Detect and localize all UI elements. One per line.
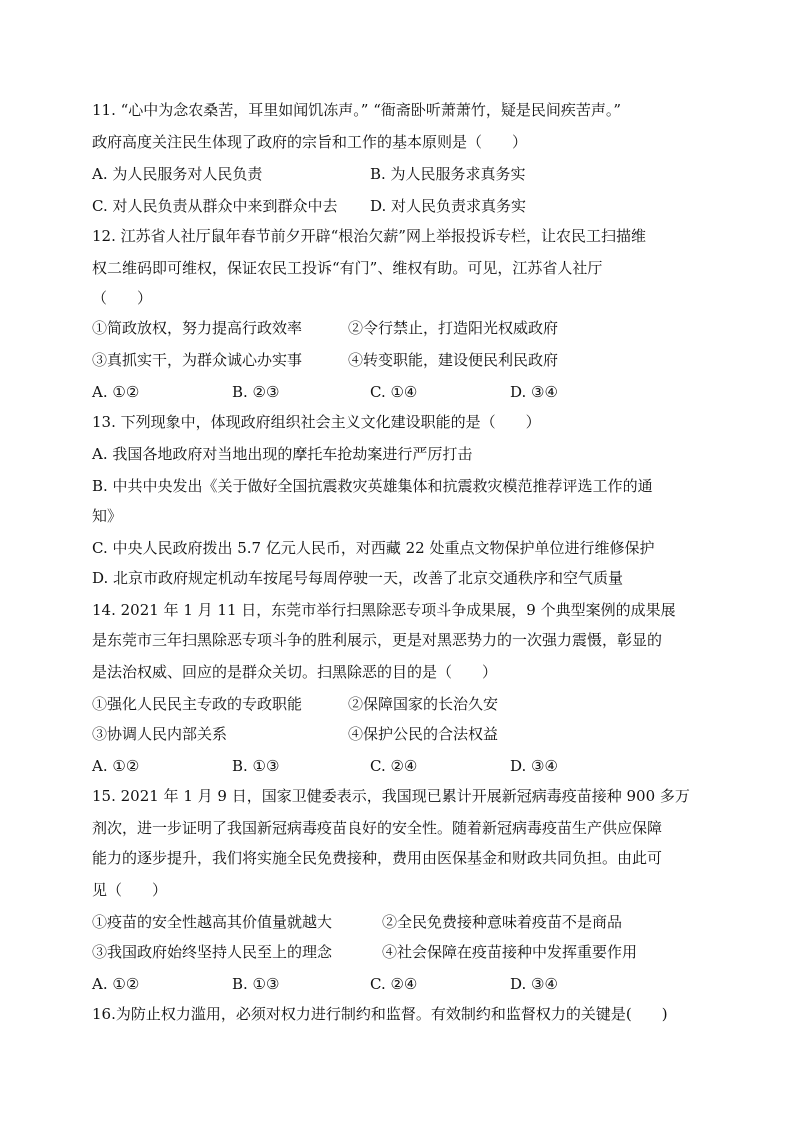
q15-stem-line-1: 15. 2021 年 1 月 9 日，国家卫健委表示，我国现已累计开展新冠病毒疫苗接种 900 多万 — [92, 787, 690, 805]
q12-option-a: A. ①② — [92, 383, 140, 401]
q14-option-a: A. ①② — [92, 757, 140, 775]
q11-option-d: D. 对人民负责求真务实 — [370, 197, 527, 215]
q15-stem-line-3: 能力的逐步提升，我们将实施全民免费接种，费用由医保基金和财政共同负担。由此可 — [92, 849, 663, 867]
q15-option-b: B. ①③ — [232, 975, 280, 993]
q13-option-d: D. 北京市政府规定机动车按尾号每周停驶一天，改善了北京交通秩序和空气质量 — [92, 569, 624, 587]
q15-stem-line-2: 剂次，进一步证明了我国新冠病毒疫苗良好的安全性。随着新冠病毒疫苗生产供应保障 — [92, 819, 663, 837]
q15-option-d: D. ③④ — [510, 975, 558, 993]
q14-item-1: ①强化人民民主专政的专政职能 — [92, 695, 303, 713]
q16-stem: 16.为防止权力滥用，必须对权力进行制约和监督。有效制约和监督权力的关键是( ) — [92, 1005, 668, 1023]
q12-stem-line-2: 权二维码即可维权，保证农民工投诉“有门”、维权有助。可见，江苏省人社厅 — [92, 259, 603, 277]
q14-option-b: B. ①③ — [232, 757, 280, 775]
q15-item-2: ②全民免费接种意味着疫苗不是商品 — [382, 913, 623, 931]
q12-stem-line-3: （ ） — [92, 289, 153, 307]
q15-item-3: ③我国政府始终坚持人民至上的理念 — [92, 943, 333, 961]
q15-option-a: A. ①② — [92, 975, 140, 993]
q11-option-c: C. 对人民负责从群众中来到群众中去 — [92, 197, 338, 215]
q11-option-b: B. 为人民服务求真务实 — [370, 165, 526, 183]
q15-item-4: ④社会保障在疫苗接种中发挥重要作用 — [382, 943, 638, 961]
q11-stem-line-2: 政府高度关注民生体现了政府的宗旨和工作的基本原则是（ ） — [92, 133, 528, 151]
q15-item-1: ①疫苗的安全性越高其价值量就越大 — [92, 913, 333, 931]
q12-item-4: ④转变职能，建设便民利民政府 — [348, 351, 559, 369]
q15-option-c: C. ②④ — [370, 975, 418, 993]
q14-stem-line-3: 是法治权威、回应的是群众关切。扫黑除恶的目的是（ ） — [92, 663, 498, 681]
q14-stem-line-1: 14. 2021 年 1 月 11 日，东莞市举行扫黑除恶专项斗争成果展，9 个典型案例的成果展 — [92, 601, 676, 619]
q14-item-4: ④保护公民的合法权益 — [348, 725, 499, 743]
q12-item-3: ③真抓实干，为群众诚心办实事 — [92, 351, 303, 369]
q11-option-a: A. 为人民服务对人民负责 — [92, 165, 263, 183]
q12-item-2: ②令行禁止，打造阳光权威政府 — [348, 319, 559, 337]
q13-stem: 13. 下列现象中，体现政府组织社会主义文化建设职能的是（ ） — [92, 413, 541, 431]
q13-option-b-line-1: B. 中共中央发出《关于做好全国抗震救灾英雄集体和抗震救灾模范推荐评选工作的通 — [92, 477, 653, 495]
q12-stem-line-1: 12. 江苏省人社厅鼠年春节前夕开辟“根治欠薪”网上举报投诉专栏，让农民工扫描维 — [92, 227, 646, 245]
q13-option-b-line-2: 知》 — [92, 507, 123, 525]
q11-stem-line-1: 11. “心中为念农桑苦，耳里如闻饥冻声。” “衙斋卧听萧萧竹，疑是民间疾苦声。” — [92, 101, 622, 119]
q12-option-c: C. ①④ — [370, 383, 418, 401]
q12-option-b: B. ②③ — [232, 383, 280, 401]
q15-stem-line-4: 见（ ） — [92, 881, 168, 899]
q12-item-1: ①简政放权，努力提高行政效率 — [92, 319, 303, 337]
q14-item-2: ②保障国家的长治久安 — [348, 695, 499, 713]
q14-stem-line-2: 是东莞市三年扫黑除恶专项斗争的胜利展示，更是对黑恶势力的一次强力震慑，彰显的 — [92, 631, 663, 649]
q14-option-d: D. ③④ — [510, 757, 558, 775]
q12-option-d: D. ③④ — [510, 383, 558, 401]
q14-item-3: ③协调人民内部关系 — [92, 725, 228, 743]
q14-option-c: C. ②④ — [370, 757, 418, 775]
q13-option-a: A. 我国各地政府对当地出现的摩托车抢劫案进行严厉打击 — [92, 445, 473, 463]
q13-option-c: C. 中央人民政府拨出 5.7 亿元人民币，对西藏 22 处重点文物保护单位进行维修保护 — [92, 539, 655, 557]
